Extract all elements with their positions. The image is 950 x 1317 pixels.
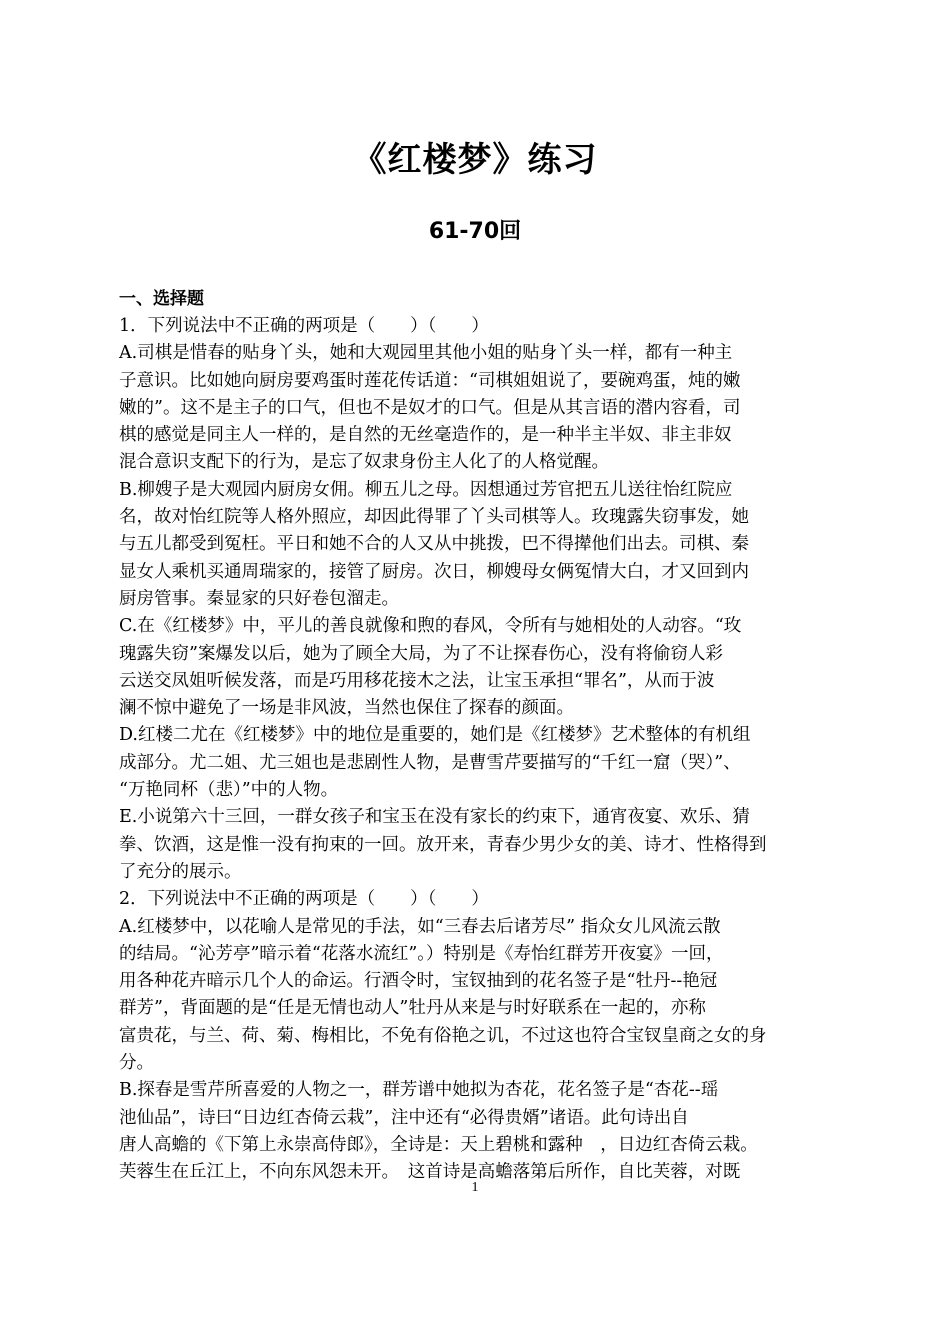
question-1-stem: 1．下列说法中不正确的两项是（ ）（ ） xyxy=(119,316,489,336)
text-block xyxy=(119,313,831,1187)
question-2-stem: 2．下列说法中不正确的两项是（ ）（ ） xyxy=(119,889,489,910)
page-title: 《红楼梦》练习 xyxy=(352,140,598,180)
q2-option-a-line: 富贵花，与兰、荷、菊、梅相比，不免有俗艳之讥，不过这也符合宝钗皇商之女的身 xyxy=(119,1025,767,1046)
q1-option-d-line: D.红楼二尤在《红楼梦》中的地位是重要的，她们是《红楼梦》艺术整体的有机组 xyxy=(119,725,751,746)
q1-option-e-line: 了充分的展示。 xyxy=(119,861,242,882)
q1-option-c-line: C.在《红楼梦》中，平儿的善良就像和煦的春风，令所有与她相处的人动容。“玫 xyxy=(119,616,742,637)
q2-option-b-line: 唐人高蟾的《下第上永崇高侍郎》，全诗是：天上碧桃和露种 ，日边红杏倚云栽。 xyxy=(119,1134,758,1155)
q1-option-b-line: 与五儿都受到冤枉。平日和她不合的人又从中挑拨，巴不得撵他们出去。司棋、秦 xyxy=(119,534,749,555)
page-number: 1 xyxy=(471,1180,479,1195)
q2-option-a-line: 群芳”，背面题的是“任是无情也动人”牡丹从来是与时好联系在一起的，亦称 xyxy=(119,998,706,1019)
q2-option-a-line: 的结局。“沁芳亭”暗示着“花落水流红”。）特别是《寿怡红群芳开夜宴》一回， xyxy=(119,943,724,964)
q1-option-b-line: B.柳嫂子是大观园内厨房女佣。柳五儿之母。因想通过芳官把五儿送往怡红院应 xyxy=(119,479,733,500)
q2-option-b-line: B.探春是雪芹所喜爱的人物之一，群芳谱中她拟为杏花，花名签子是“杏花--瑶 xyxy=(119,1080,719,1101)
q1-option-a-line: A.司棋是惜春的贴身丫头，她和大观园里其他小姐的贴身丫头一样，都有一种主 xyxy=(119,343,733,364)
document-body xyxy=(119,286,831,1187)
q1-option-b-line: 名，故对怡红院等人格外照应，却因此得罪了丫头司棋等人。玫瑰露失窃事发，她 xyxy=(119,507,749,528)
q1-option-d-line: 成部分。尤二姐、尤三姐也是悲剧性人物，是曹雪芹要描写的“千红一窟（哭）”、 xyxy=(119,752,741,773)
q1-option-c-line: 云送交凤姐听候发落，而是巧用移花接木之法，让宝玉承担“罪名”，从而于波 xyxy=(119,670,715,691)
q1-option-c-line: 澜不惊中避免了一场是非风波，当然也保住了探春的颜面。 xyxy=(119,698,574,719)
q1-option-a-line: 嫩的”。这不是主子的口气，但也不是奴才的口气。但是从其言语的潜内容看，司 xyxy=(119,397,741,418)
q1-option-b-line: 厨房管事。秦显家的只好卷包溜走。 xyxy=(119,588,399,609)
section-heading: 一、选择题 xyxy=(119,289,204,309)
q1-option-a-line: 棋的感觉是同主人一样的，是自然的无丝毫造作的，是一种半主半奴、非主非奴 xyxy=(119,425,732,446)
q1-option-a-line: 混合意识支配下的行为，是忘了奴隶身份主人化了的人格觉醒。 xyxy=(119,452,609,473)
q1-option-b-line: 显女人乘机买通周瑞家的，接管了厨房。次日，柳嫂母女俩冤情大白，才又回到内 xyxy=(119,561,749,582)
q1-option-e-line: 拳、饮酒，这是惟一没有拘束的一回。放开来，青春少男少女的美、诗才、性格得到 xyxy=(119,834,767,855)
q2-option-b-line: 芙蓉生在丘江上，不向东风怨未开。 这首诗是高蟾落第后所作，自比芙蓉，对既 xyxy=(119,1162,741,1183)
q2-option-b-line: 池仙品”，诗曰“日边红杏倚云栽”，注中还有“必得贵婿”诸语。此句诗出自 xyxy=(119,1107,689,1128)
q2-option-a-line: A.红楼梦中，以花喻人是常见的手法，如“三春去后诸芳尽” 指众女儿风流云散 xyxy=(119,916,721,937)
q1-option-c-line: 瑰露失窃”案爆发以后，她为了顾全大局，为了不让探春伤心，没有将偷窃人彩 xyxy=(119,643,723,664)
q2-option-a-line: 分。 xyxy=(119,1053,154,1074)
q2-option-a-line: 用各种花卉暗示几个人的命运。行酒令时，宝钗抽到的花名签子是“牡丹--艳冠 xyxy=(119,971,718,992)
q1-option-e-line: E.小说第六十三回，一群女孩子和宝玉在没有家长的约束下，通宵夜宴、欢乐、猜 xyxy=(119,807,750,828)
chapter-range-subtitle: 61-70回 xyxy=(428,219,522,244)
q1-option-d-line: “万艳同杯（悲）”中的人物。 xyxy=(119,780,339,801)
q1-option-a-line: 子意识。比如她向厨房要鸡蛋时莲花传话道：“司棋姐姐说了，要碗鸡蛋，炖的嫩 xyxy=(119,370,741,391)
